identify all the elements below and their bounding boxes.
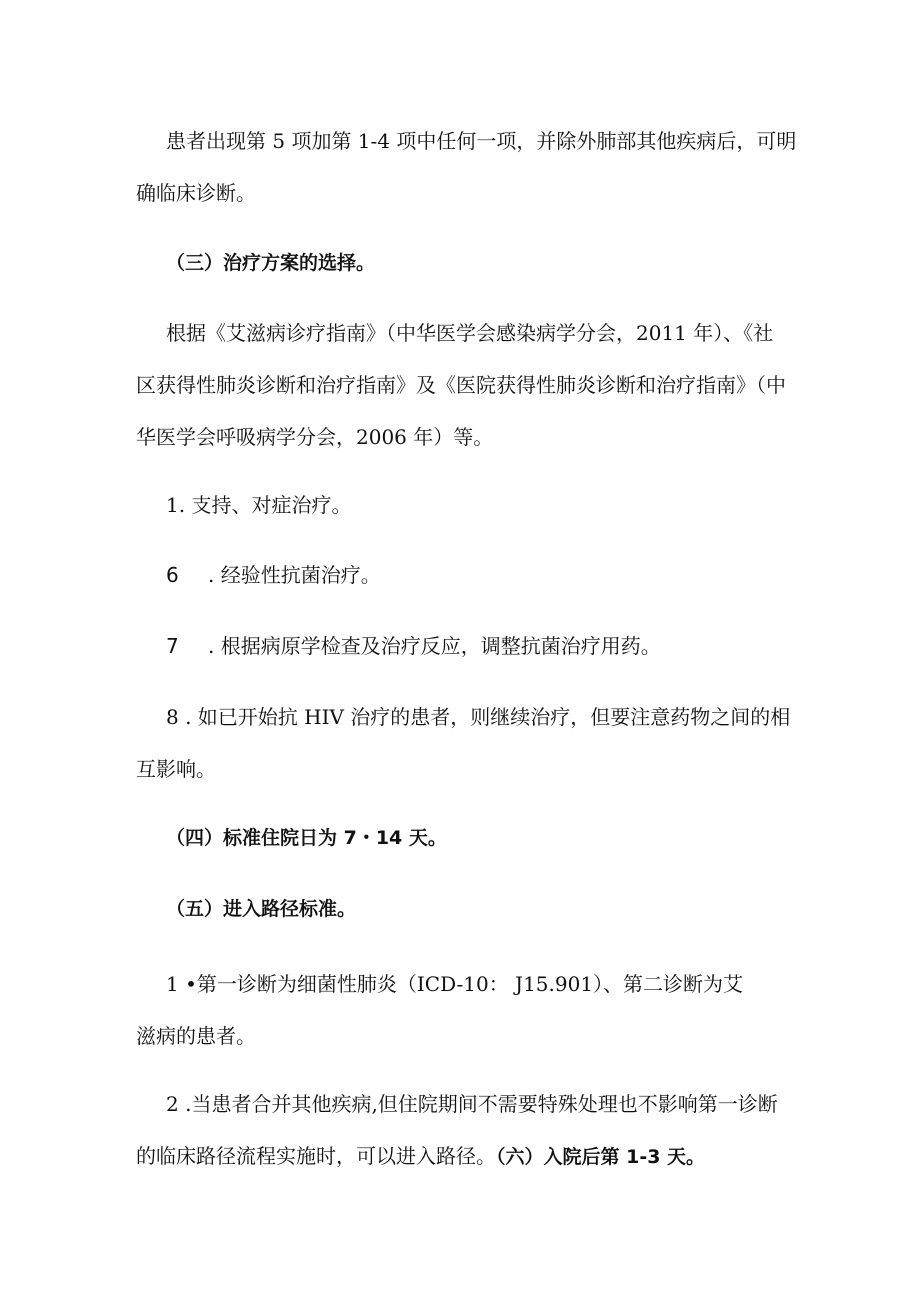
list-item-8 <box>136 691 796 795</box>
list-item-text: 1. 支持、对症治疗。 <box>166 493 352 517</box>
paragraph-line: 确临床诊断。 <box>136 181 256 205</box>
criteria-text: 滋病的患者。 <box>136 1024 256 1048</box>
section-heading-6: （六）入院后第 1-3 天。 <box>496 1146 706 1168</box>
paragraph-line: 患者出现第 5 项加第 1-4 项中任何一项，并除外肺部其他疾病后，可明 <box>166 129 797 153</box>
paragraph-line: 区获得性肺炎诊断和治疗指南》及《医院获得性肺炎诊断和治疗指南》（中 <box>136 373 786 397</box>
paragraph-line: 根据《艾滋病诊疗指南》（中华医学会感染病学分会，2011 年）、《社 <box>166 321 774 345</box>
criteria-text: 2 .当患者合并其他疾病,但住院期间不需要特殊处理也不影响第一诊断 <box>166 1092 778 1116</box>
list-item-text: 互影响。 <box>136 757 216 781</box>
list-item-7 <box>136 620 796 672</box>
paragraph-line: 华医学会呼吸病学分会，2006 年）等。 <box>136 425 494 449</box>
list-item-1 <box>136 479 796 531</box>
list-item-number: 7 <box>166 634 179 658</box>
criteria-text: 1 •第一诊断为细菌性肺炎（ICD-10： J15.901）、第二诊断为艾 <box>166 972 744 996</box>
section-heading-5: （五）进入路径标准。 <box>166 898 357 920</box>
list-item-6 <box>136 549 796 601</box>
list-item-text: 8 . 如已开始抗 HIV 治疗的患者，则继续治疗，但要注意药物之间的相 <box>166 705 791 729</box>
criteria-item-1 <box>136 958 796 1062</box>
criteria-item-2 <box>136 1078 796 1182</box>
criteria-text: 的临床路径流程实施时，可以进入路径。 <box>136 1144 496 1168</box>
list-item-number: 6 <box>166 563 179 587</box>
paragraph-diagnosis-criteria <box>136 115 796 219</box>
list-item-text: . 经验性抗菌治疗。 <box>208 563 381 587</box>
section-heading-3: （三）治疗方案的选择。 <box>166 252 376 274</box>
list-item-text: . 根据病原学检查及治疗反应，调整抗菌治疗用药。 <box>208 634 661 658</box>
paragraph-treatment-guidelines <box>136 307 796 463</box>
section-heading-4: （四）标准住院日为 7・14 天。 <box>166 827 447 849</box>
